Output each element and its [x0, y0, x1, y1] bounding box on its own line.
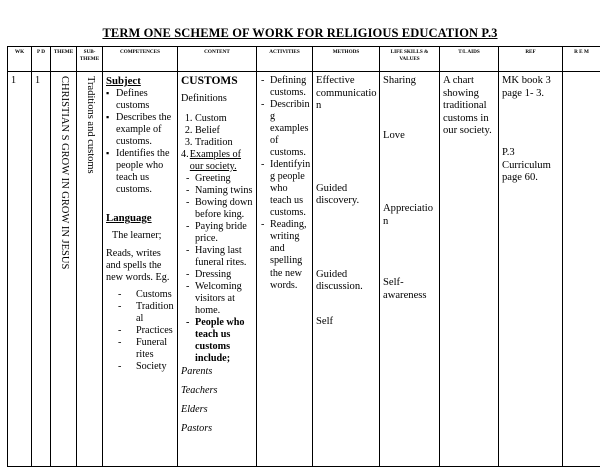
subject-heading: Subject [106, 75, 174, 88]
people-item: Parents [181, 366, 253, 378]
cell-content [178, 72, 257, 467]
cell-activities [257, 72, 313, 467]
list-item: 1. Custom [195, 113, 253, 125]
list-item: - Paying bride price. [185, 221, 253, 245]
header-wk: WK [8, 47, 32, 72]
list-item: - Funeral rites [106, 337, 174, 361]
learner-text: The learner; [106, 230, 174, 242]
list-item: 2. Belief [195, 125, 253, 137]
people-item: Teachers [181, 385, 253, 397]
life-skill-item: Appreciatio n [383, 203, 436, 228]
subject-list [106, 88, 174, 196]
list-item: - Tradition al [106, 301, 174, 325]
ref-item: MK book 3 page 1- 3. [502, 75, 559, 100]
list-item: - Practices [106, 325, 174, 337]
header-sub-theme: SUB-THEME [77, 47, 103, 72]
method-item: Self [316, 316, 376, 329]
list-item: ▪ Describes the example of customs. [106, 112, 174, 148]
vocabulary-list [106, 289, 174, 373]
list-item: - Greeting [185, 173, 253, 185]
method-item: Guided discovery. [316, 183, 376, 208]
header-rem: R E M [563, 47, 600, 72]
people-item: Pastors [181, 423, 253, 435]
header-row [8, 47, 600, 72]
ref-item: P.3 Curriculum page 60. [502, 147, 559, 185]
list-item: - Bowing down before king. [185, 197, 253, 221]
header-ref: REF [499, 47, 563, 72]
list-item: - Naming twins [185, 185, 253, 197]
method-item: Guided discussion. [316, 269, 376, 294]
header-theme: THEME [51, 47, 77, 72]
language-heading: Language [106, 212, 174, 225]
list-item: ▪ Identifies the people who teach us customs. [106, 148, 174, 196]
page-title: TERM ONE SCHEME OF WORK FOR RELIGIOUS EDUCATION P.3 [0, 26, 600, 41]
header-tl-aids: T/L AIDS [440, 47, 499, 72]
cell-theme [51, 72, 77, 467]
list-item: ▪ Defines customs [106, 88, 174, 112]
cell-pd: 1 [32, 72, 51, 467]
cell-tl-aids [440, 72, 499, 467]
life-skill-item: Love [383, 130, 436, 143]
reads-text: Reads, writes and spells the new words. Eg. [106, 248, 174, 284]
header-methods: METHODS [313, 47, 380, 72]
list-item: - Welcoming visitors at home. [185, 281, 253, 317]
cell-sub-theme [77, 72, 103, 467]
list-item: - Society [106, 361, 174, 373]
header-content: CONTENT [178, 47, 257, 72]
list-item: - Identifyin g people who teach us customs. [260, 159, 309, 219]
theme-text: CHRISTIAN S GROW IN GROW IN JESUS [57, 72, 70, 466]
examples-list [181, 173, 253, 366]
method-item: Effective communicatio n [316, 75, 376, 113]
list-item: - Having last funeral rites. [185, 245, 253, 269]
examples-line: 4. Examples of our society. [181, 149, 253, 173]
examples-heading: Examples of our society. [190, 149, 253, 173]
header-competences: COMPETENCES [103, 47, 178, 72]
header-life-skills: LIFE SKILLS & VALUES [380, 47, 440, 72]
table-row [8, 72, 600, 467]
definitions-list [181, 113, 253, 149]
header-pd: P D [32, 47, 51, 72]
cell-wk: 1 [8, 72, 32, 467]
life-skill-item: Sharing [383, 75, 436, 88]
cell-rem [563, 72, 600, 467]
list-item: - Customs [106, 289, 174, 301]
sub-theme-text: Traditions and customs [83, 72, 96, 466]
life-skill-item: Self-awareness [383, 277, 436, 302]
scheme-of-work-table [7, 46, 600, 467]
cell-life-skills [380, 72, 440, 467]
definitions-label: Definitions [181, 93, 253, 105]
cell-competences [103, 72, 178, 467]
list-item: - Defining customs. [260, 75, 309, 99]
tl-aids-text: A chart showing traditional customs in our society. [440, 72, 498, 138]
header-activities: ACTIVITIES [257, 47, 313, 72]
list-item: - Dressing [185, 269, 253, 281]
people-heading: - People who teach us customs include; [185, 317, 253, 365]
activities-list [260, 75, 309, 292]
content-heading: CUSTOMS [181, 75, 253, 89]
list-item: - Describin g examples of customs. [260, 99, 309, 159]
list-item: 3. Tradition [195, 137, 253, 149]
cell-methods [313, 72, 380, 467]
people-item: Elders [181, 404, 253, 416]
list-item: - Reading, writing and spelling the new words. [260, 219, 309, 291]
cell-ref [499, 72, 563, 467]
